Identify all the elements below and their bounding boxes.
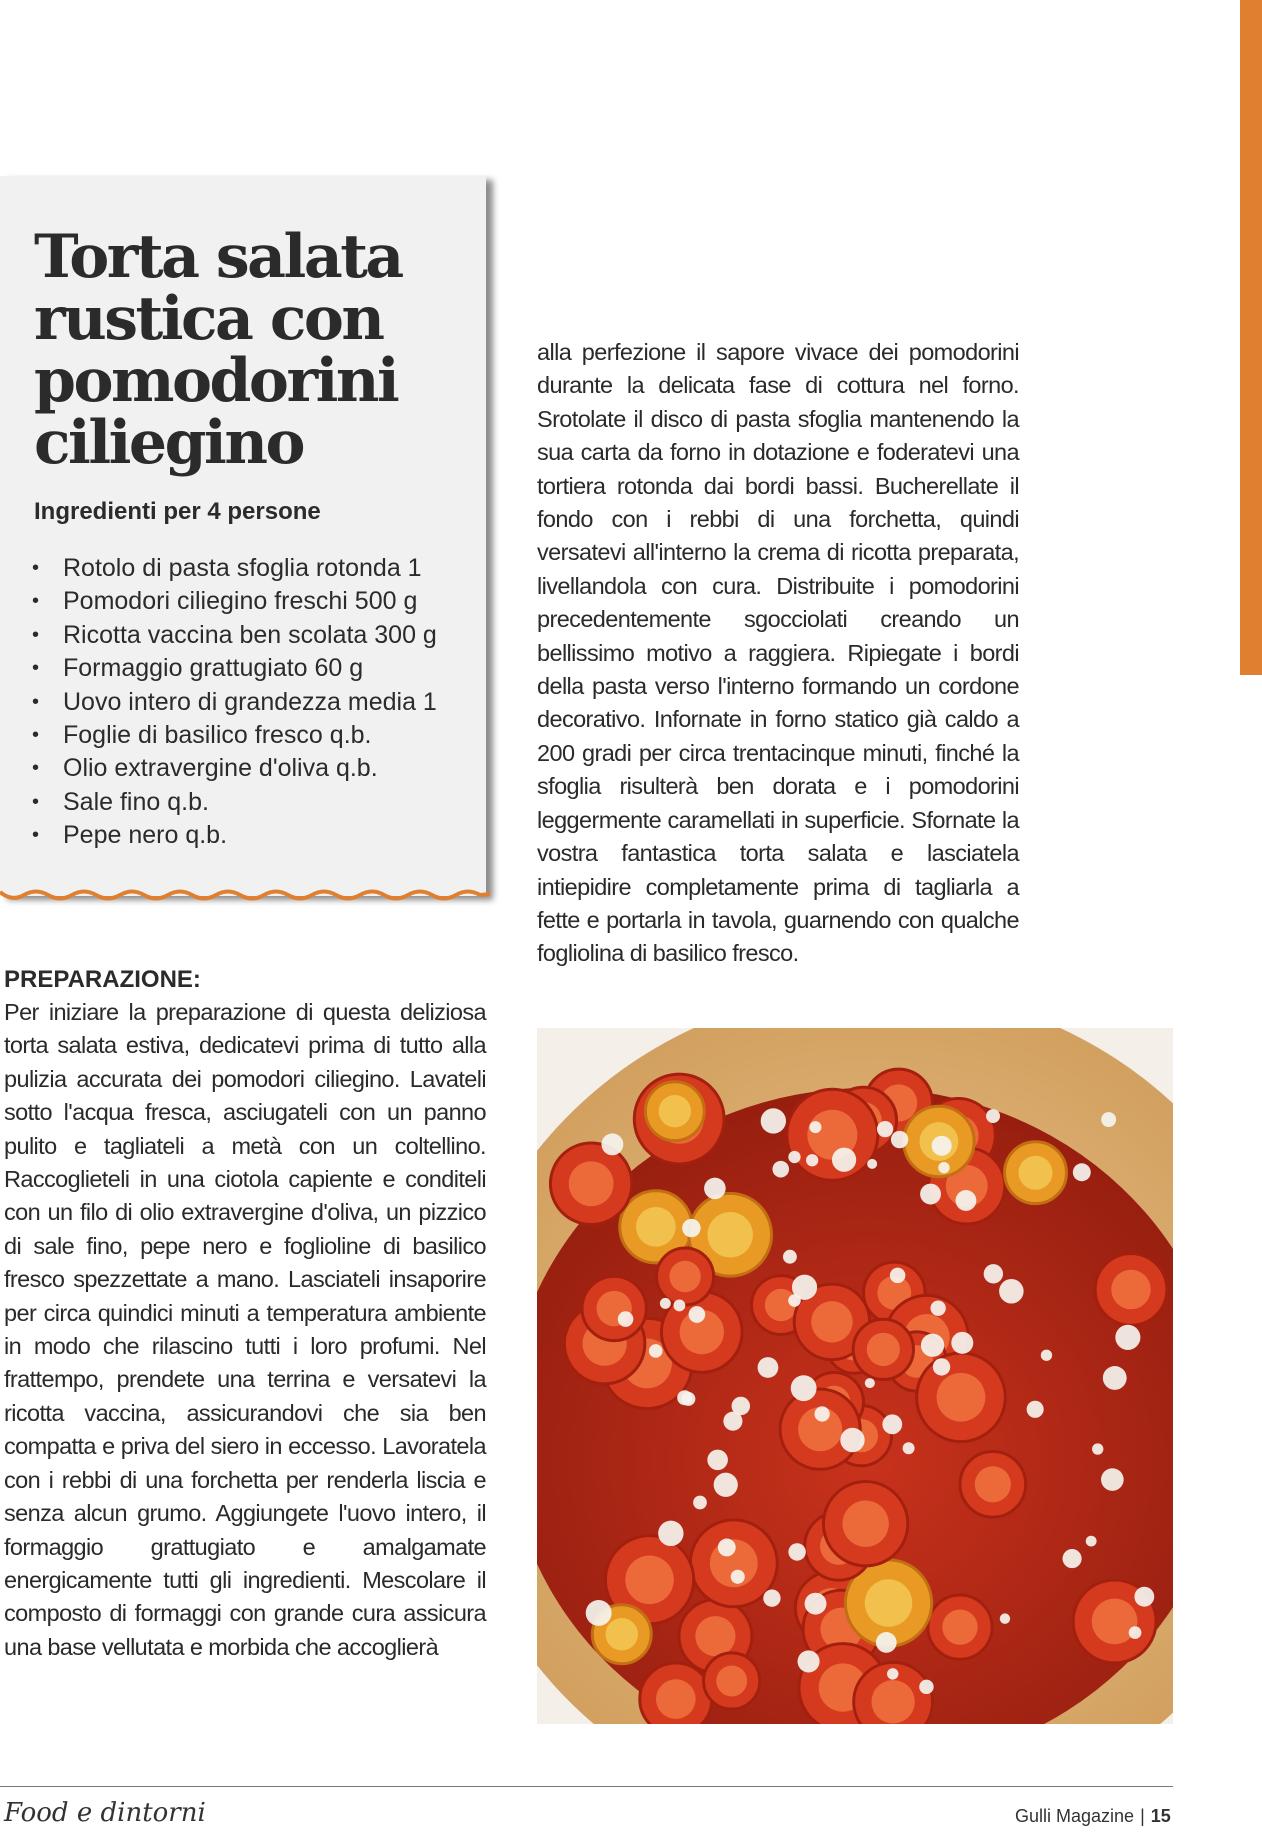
ricotta-crumb <box>1000 1613 1010 1623</box>
ricotta-crumb <box>1041 1350 1052 1361</box>
ingredients-heading: Ingredienti per 4 persone <box>34 498 321 525</box>
ricotta-crumb <box>890 1268 906 1284</box>
ricotta-crumb <box>649 1344 663 1358</box>
ricotta-crumb <box>956 1190 977 1211</box>
footer-folio <box>1015 1806 1171 1827</box>
tomato-seeds <box>842 1501 888 1547</box>
ricotta-crumb <box>867 1159 877 1169</box>
ricotta-crumb <box>792 1275 817 1300</box>
tomato-seeds <box>1111 1270 1150 1309</box>
ingredient-item: • Pomodori ciliegino freschi 500 g <box>30 585 437 618</box>
tomato-seeds <box>937 1373 986 1422</box>
ricotta-crumb <box>689 1306 706 1323</box>
ricotta-crumb <box>791 1375 817 1401</box>
ricotta-crumb <box>601 1133 623 1155</box>
ingredient-item: • Foglie di basilico fresco q.b. <box>30 719 437 752</box>
tomato-seeds <box>865 1579 912 1626</box>
ricotta-crumb <box>788 1151 800 1163</box>
tomato-seeds <box>867 1333 900 1366</box>
ricotta-crumb <box>1101 1112 1116 1127</box>
ricotta-crumb <box>933 1358 950 1375</box>
tomato-seeds <box>707 1212 753 1258</box>
ricotta-crumb <box>1115 1325 1140 1350</box>
ricotta-crumb <box>951 1332 973 1354</box>
ricotta-crumb <box>920 1184 941 1205</box>
ricotta-crumb <box>938 1162 949 1173</box>
ricotta-crumb <box>882 1414 902 1434</box>
ricotta-crumb <box>840 1428 864 1452</box>
ricotta-crumb <box>806 1154 818 1166</box>
footer-separator: | <box>1140 1806 1145 1826</box>
ricotta-crumb <box>677 1390 692 1405</box>
preparation-text-right: alla perfezione il sapore vivace dei pomodorini durante la delicata fase di cottura nel forno. Srotolate il disco di pasta sfoglia mantenendo la sua carta da forno in dotazione e foderatevi una tortiera rotonda dai bordi bassi. Bucherellate il fondo con i rebbi di una forchetta, quindi versatevi all'interno la crema di ricotta preparata, livellandola con cura. Distribuite i pomodorini precedentemente sgocciolati creando un bellissimo motivo a raggiera. Ripiegate i bordi della pasta verso l'interno formando un cordone decorativo. Infornate in forno statico già caldo a 200 gradi per circa trentacinque minuti, finché la sfoglia risulterà ben dorata e i pomodorini leggermente caramellati in superficie. Sfornate la vostra fantastica torta salata e lasciatela intiepidire completamente prima di tagliarla a fette e portarla in tavola, guarnendo con qualche fogliolina di basilico fresco. <box>537 339 1019 967</box>
ingredient-item: • Pepe nero q.b. <box>30 819 437 852</box>
footer-rule <box>0 1786 1173 1787</box>
ingredient-item: • Rotolo di pasta sfoglia rotonda 1 <box>30 552 437 585</box>
ricotta-crumb <box>984 1264 1003 1283</box>
ingredient-item: • Olio extravergine d'oliva q.b. <box>30 752 437 785</box>
tomato-seeds <box>636 1207 676 1247</box>
footer-magazine: Gulli Magazine <box>1015 1806 1135 1826</box>
ricotta-crumb <box>763 1589 780 1606</box>
tomato-seeds <box>1092 1599 1138 1645</box>
tomato-seeds <box>1018 1156 1052 1190</box>
ingredient-item: • Ricotta vaccina ben scolata 300 g <box>30 619 437 652</box>
preparation-heading: PREPARAZIONE: <box>4 966 201 993</box>
ricotta-crumb <box>761 1108 786 1133</box>
ricotta-crumb <box>1073 1163 1091 1181</box>
ricotta-crumb <box>809 1121 821 1133</box>
tomato-seeds <box>606 1618 638 1650</box>
preparation-text-left: Per iniziare la preparazione di questa deliziosa torta salata estiva, dedicatevi prima di tutto alla pulizia accurata dei pomodori ciliegino. Lavateli sotto l'acqua fresca, asciugateli con un panno pulito e tagliateli a metà con un coltellino. Raccoglieteli in una ciotola capiente e conditeli con un filo di olio extravergine d'oliva, un pizzico di sale fino, pepe nero e foglioline di basilico fresco spezzettate a mano. Lasciateli insaporire per circa quindici minuti a temperatura ambiente in modo che rilascino tutti i loro profumi. Nel frattempo, prendete una terrina e versatevi la ricotta vaccina, assicurandovi che sia ben compatta e priva del siero in eccesso. Lavoratela con i rebbi di una forchetta per renderla liscia e senza alcun grumo. Aggiungete l'uovo intero, il formaggio grattugiato e amalgamate energicamente tutti gli ingredienti. Mescolare il composto di formaggi con grande cura assicura una base vellutata e morbida che accoglierà <box>4 999 486 1660</box>
page-number: 15 <box>1150 1806 1171 1826</box>
ricotta-crumb <box>586 1600 612 1626</box>
tart-illustration <box>537 1028 1173 1724</box>
ricotta-crumb <box>876 1632 897 1653</box>
ricotta-crumb <box>1027 1401 1044 1418</box>
ricotta-crumb <box>758 1357 779 1378</box>
tomato-seeds <box>811 1301 852 1342</box>
ingredients-list <box>30 552 437 853</box>
ingredient-item: • Formaggio grattugiato 60 g <box>30 652 437 685</box>
ricotta-crumb <box>814 1406 829 1421</box>
ricotta-crumb <box>783 1250 797 1264</box>
ricotta-crumb <box>788 1543 805 1560</box>
ricotta-crumb <box>999 1279 1024 1304</box>
ricotta-crumb <box>704 1178 726 1200</box>
ricotta-crumb <box>673 1300 685 1312</box>
ricotta-crumb <box>714 1473 738 1497</box>
ricotta-crumb <box>1092 1443 1103 1454</box>
tomato-seeds <box>569 1161 614 1206</box>
ricotta-crumb <box>1101 1468 1124 1491</box>
ricotta-crumb <box>798 1650 820 1672</box>
ricotta-crumb <box>658 1521 683 1546</box>
tomato-seeds <box>656 1679 696 1719</box>
ricotta-crumb <box>693 1496 707 1510</box>
card-wavy-edge <box>0 884 490 910</box>
tart-photo <box>537 1028 1173 1724</box>
ricotta-crumb <box>682 1219 700 1237</box>
tomato-seeds <box>942 1609 977 1644</box>
recipe-title: Torta salata rustica con pomodorini ciliegino <box>34 222 402 478</box>
ricotta-crumb <box>718 1539 736 1557</box>
ricotta-crumb <box>919 1680 933 1694</box>
ricotta-crumb <box>1063 1549 1082 1568</box>
ricotta-crumb <box>1103 1366 1127 1390</box>
ricotta-crumb <box>921 1334 944 1357</box>
ricotta-crumb <box>772 1161 789 1178</box>
tomato-seeds <box>871 1680 914 1723</box>
ricotta-crumb <box>930 1300 945 1315</box>
tomato-seeds <box>695 1616 735 1656</box>
tomato-seeds <box>975 1466 1011 1502</box>
ricotta-crumb <box>932 1136 952 1156</box>
ricotta-crumb <box>1129 1626 1142 1639</box>
ricotta-crumb <box>618 1311 634 1327</box>
ricotta-crumb <box>660 1298 671 1309</box>
ricotta-crumb <box>732 1397 751 1416</box>
ingredient-item: • Uovo intero di grandezza media 1 <box>30 686 437 719</box>
tomato-seeds <box>669 1261 700 1292</box>
ricotta-crumb <box>887 1668 898 1679</box>
ingredient-item: • Sale fino q.b. <box>30 786 437 819</box>
accent-bar <box>1240 0 1262 675</box>
ricotta-crumb <box>805 1593 827 1615</box>
footer-section: Food e dintorni <box>4 1798 206 1828</box>
ricotta-crumb <box>1134 1587 1154 1607</box>
ricotta-crumb <box>903 1442 915 1454</box>
ricotta-crumb <box>731 1570 745 1584</box>
ricotta-crumb <box>865 1378 875 1388</box>
ricotta-crumb <box>891 1131 908 1148</box>
tomato-seeds <box>716 1666 747 1697</box>
ricotta-crumb <box>707 1450 728 1471</box>
ricotta-crumb <box>986 1109 1000 1123</box>
ricotta-crumb <box>832 1148 856 1172</box>
ricotta-crumb <box>1086 1536 1097 1547</box>
ricotta-crumb <box>877 1121 893 1137</box>
tomato-seeds <box>625 1556 674 1605</box>
tomato-seeds <box>659 1095 691 1127</box>
